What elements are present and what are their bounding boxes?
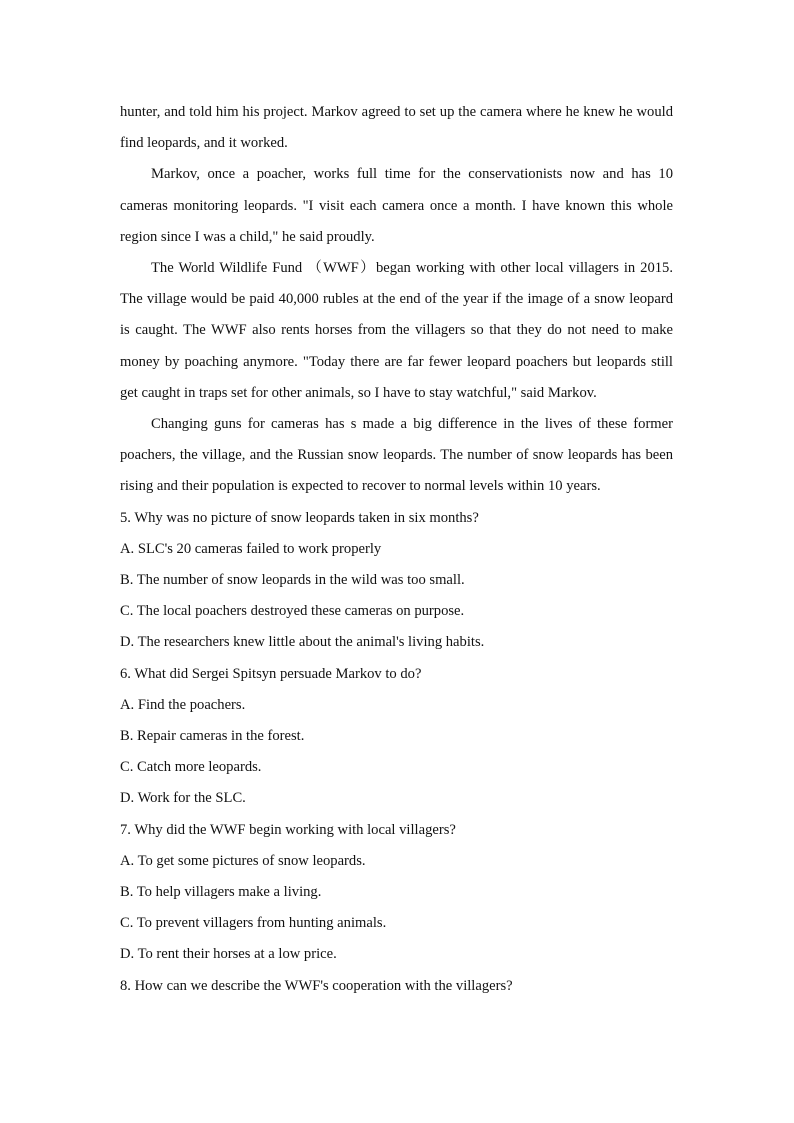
passage-paragraph: Changing guns for cameras has s made a big difference in the lives of these former poachers, the village, and the Russian snow leopards. The number of snow leopards has been rising and their population is expected to recover to normal levels within 10 years. bbox=[120, 416, 673, 495]
question-6-option-c: C. Catch more leopards. bbox=[120, 759, 262, 776]
question-5-option-d: D. The researchers knew little about the animal's living habits. bbox=[120, 634, 485, 651]
question-5-option-b: B. The number of snow leopards in the wild was too small. bbox=[120, 572, 465, 589]
question-5-stem: 5. Why was no picture of snow leopards taken in six months? bbox=[120, 509, 479, 526]
question-7-option-c: C. To prevent villagers from hunting animals. bbox=[120, 915, 387, 932]
passage-paragraph: Markov, once a poacher, works full time for the conservationists now and has 10 cameras monitoring leopards. "I visit each camera once a month. I have known this whole region since I was a child," he said proudly. bbox=[120, 166, 673, 245]
document-body bbox=[120, 97, 673, 1002]
question-6-stem: 6. What did Sergei Spitsyn persuade Markov to do? bbox=[120, 665, 422, 682]
question-5-option-c: C. The local poachers destroyed these cameras on purpose. bbox=[120, 603, 465, 620]
question-8-stem: 8. How can we describe the WWF's cooperation with the villagers? bbox=[120, 977, 513, 994]
question-6-option-d: D. Work for the SLC. bbox=[120, 790, 246, 807]
question-7-option-d: D. To rent their horses at a low price. bbox=[120, 946, 337, 963]
question-6-option-a: A. Find the poachers. bbox=[120, 696, 246, 713]
question-7-option-a: A. To get some pictures of snow leopards. bbox=[120, 852, 366, 869]
passage-paragraph: hunter, and told him his project. Markov agreed to set up the camera where he knew he would find leopards, and it worked. bbox=[120, 104, 673, 152]
question-7-stem: 7. Why did the WWF begin working with local villagers? bbox=[120, 821, 456, 838]
passage-paragraph: The World Wildlife Fund （WWF）began working with other local villagers in 2015. The village would be paid 40,000 rubles at the end of the year if the image of a snow leopard is caught. The WWF also rents horses from the villagers so that they do not need to make money by poaching anymore. "Today there are far fewer leopard poachers but leopards still get caught in traps set for other animals, so I have to stay watchful," said Markov. bbox=[120, 260, 673, 401]
question-6-option-b: B. Repair cameras in the forest. bbox=[120, 728, 305, 745]
question-7-option-b: B. To help villagers make a living. bbox=[120, 884, 322, 901]
question-5-option-a: A. SLC's 20 cameras failed to work properly bbox=[120, 540, 382, 557]
